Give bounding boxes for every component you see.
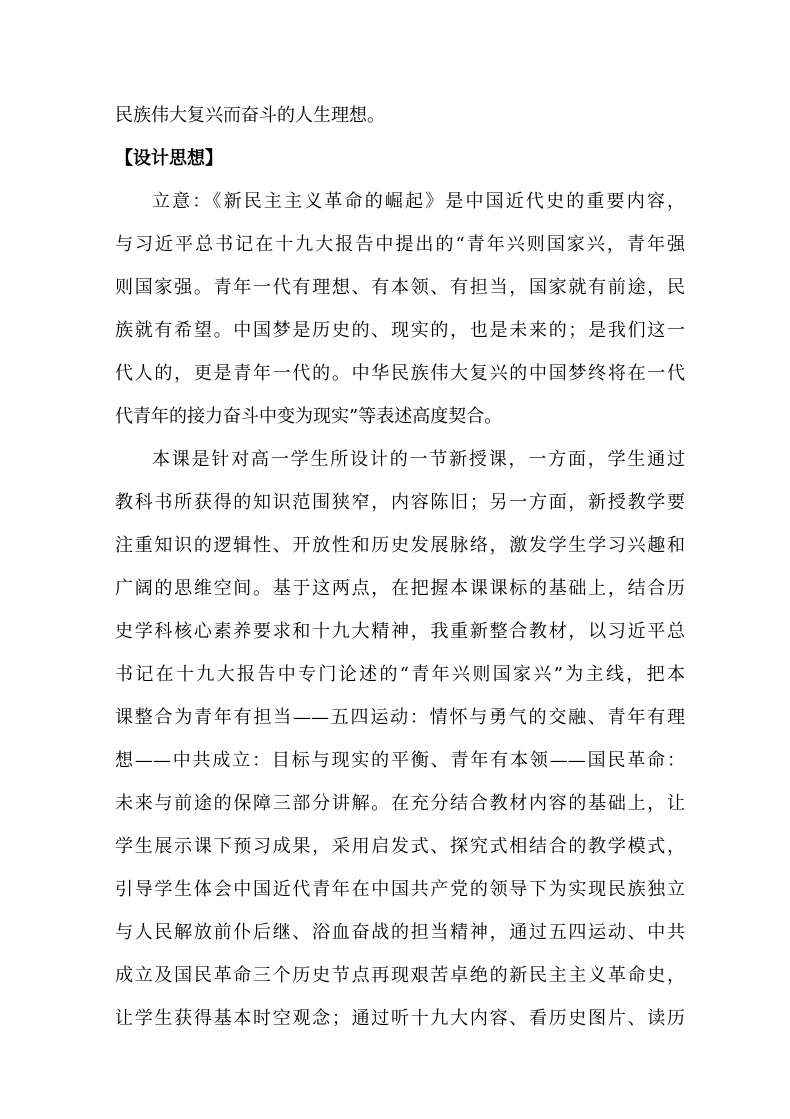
- paragraph-line: 与习近平总书记在十九大报告中提出的“青年兴则国家兴，青年强: [115, 234, 685, 255]
- paragraph-line: 引导学生体会中国近代青年在中国共产党的领导下为实现民族独立: [115, 879, 685, 900]
- paragraph-line: 书记在十九大报告中专门论述的“青年兴则国家兴”为主线，把本: [115, 664, 685, 685]
- paragraph-line: 则国家强。青年一代有理想、有本领、有担当，国家就有前途，民: [115, 277, 685, 298]
- paragraph-line: 本课是针对高一学生所设计的一节新授课，一方面，学生通过: [152, 449, 685, 470]
- paragraph-line: 教科书所获得的知识范围狭窄，内容陈旧；另一方面，新授教学要: [115, 492, 685, 513]
- paragraph-line: 史学科核心素养要求和十九大精神，我重新整合教材，以习近平总: [115, 621, 685, 642]
- paragraph-line: 立意：《新民主主义革命的崛起》是中国近代史的重要内容，: [152, 191, 685, 212]
- paragraph-line: 族就有希望。中国梦是历史的、现实的，也是未来的；是我们这一: [115, 320, 685, 341]
- paragraph-line: 成立及国民革命三个历史节点再现艰苦卓绝的新民主主义革命史，: [115, 965, 685, 986]
- paragraph-line: 课整合为青年有担当——五四运动：情怀与勇气的交融、青年有理: [115, 707, 685, 728]
- paragraph-line: 学生展示课下预习成果，采用启发式、探究式相结合的教学模式，: [115, 836, 685, 857]
- text-line-top: 民族伟大复兴而奋斗的人生理想。: [115, 105, 385, 126]
- paragraph-line: 想——中共成立：目标与现实的平衡、青年有本领——国民革命：: [115, 750, 685, 771]
- paragraph-line: 与人民解放前仆后继、浴血奋战的担当精神，通过五四运动、中共: [115, 922, 685, 943]
- section-heading: 【设计思想】: [115, 148, 223, 169]
- paragraph-line: 代青年的接力奋斗中变为现实”等表述高度契合。: [115, 406, 503, 427]
- paragraph-line: 注重知识的逻辑性、开放性和历史发展脉络，激发学生学习兴趣和: [115, 535, 685, 556]
- paragraph-line: 广阔的思维空间。基于这两点，在把握本课课标的基础上，结合历: [115, 578, 685, 599]
- paragraph-line: 让学生获得基本时空观念；通过听十九大内容、看历史图片、读历: [115, 1008, 685, 1029]
- paragraph-line: 代人的，更是青年一代的。中华民族伟大复兴的中国梦终将在一代: [115, 363, 685, 384]
- paragraph-line: 未来与前途的保障三部分讲解。在充分结合教材内容的基础上，让: [115, 793, 685, 814]
